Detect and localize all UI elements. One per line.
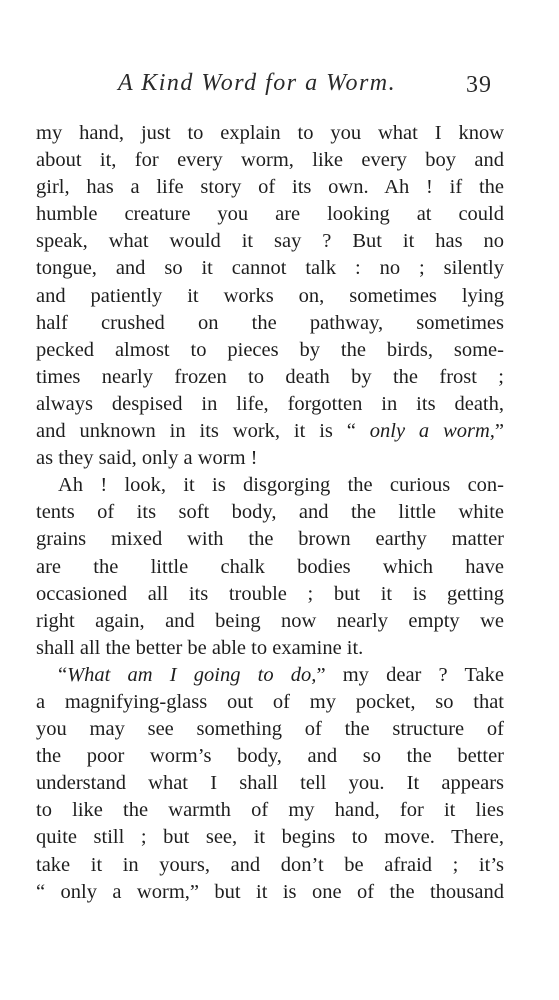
text-line: the poor worm’s body, and so the better (36, 745, 504, 768)
line-text-post: ” my dear ? Take (316, 663, 504, 686)
text-line: shall all the better be able to examine it. (36, 636, 364, 659)
line-text-pre: “ (58, 663, 68, 686)
text-line: right again, and being now nearly empty we (36, 609, 504, 632)
text-line: take it in yours, and don’t be afraid ; it’s (36, 853, 504, 876)
text-line: always despised in life, forgotten in its death, (36, 392, 504, 415)
text-line: “ only a worm,” but it is one of the thousand (36, 880, 504, 903)
text-line: times nearly frozen to death by the frost ; (36, 365, 504, 388)
text-line: half crushed on the pathway, sometimes (36, 311, 504, 334)
line-text-post: ” (494, 420, 505, 443)
text-line (36, 662, 504, 689)
text-line: you may see something of the structure of (36, 718, 504, 741)
text-line: are the little chalk bodies which have (36, 555, 504, 578)
text-line: speak, what would it say ? But it has no (36, 230, 504, 253)
text-line: tents of its soft body, and the little white (36, 501, 504, 524)
italic-phrase: only a worm, (369, 420, 495, 443)
text-line: my hand, just to explain to you what I know (36, 122, 504, 144)
text-line: girl, has a life story of its own. Ah ! if the (36, 176, 504, 199)
text-line: humble creature you are looking at could (36, 203, 504, 226)
text-line: and patiently it works on, sometimes lying (36, 284, 504, 307)
text-line: about it, for every worm, like every boy and (36, 149, 504, 172)
text-line (36, 418, 504, 445)
running-head (0, 68, 559, 102)
running-title: A Kind Word for a Worm. (118, 70, 397, 96)
text-line: grains mixed with the brown earthy matter (36, 528, 504, 551)
italic-phrase: What am I going to do, (67, 663, 317, 686)
text-line: tongue, and so it cannot talk : no ; silently (36, 257, 504, 280)
text-line: Ah ! look, it is disgorging the curious con- (58, 474, 504, 497)
body-text (36, 120, 504, 906)
text-line: quite still ; but see, it begins to move. There, (36, 826, 504, 849)
page-number: 39 (466, 72, 492, 98)
text-line: as they said, only a worm ! (36, 447, 258, 470)
line-text-pre: and unknown in its work, it is “ (36, 420, 370, 443)
text-line: understand what I shall tell you. It appears (36, 772, 504, 795)
text-line: a magnifying-glass out of my pocket, so that (36, 690, 504, 713)
text-line: pecked almost to pieces by the birds, some- (36, 338, 504, 361)
text-line: occasioned all its trouble ; but it is getting (36, 582, 504, 605)
text-line: to like the warmth of my hand, for it lies (36, 799, 504, 822)
